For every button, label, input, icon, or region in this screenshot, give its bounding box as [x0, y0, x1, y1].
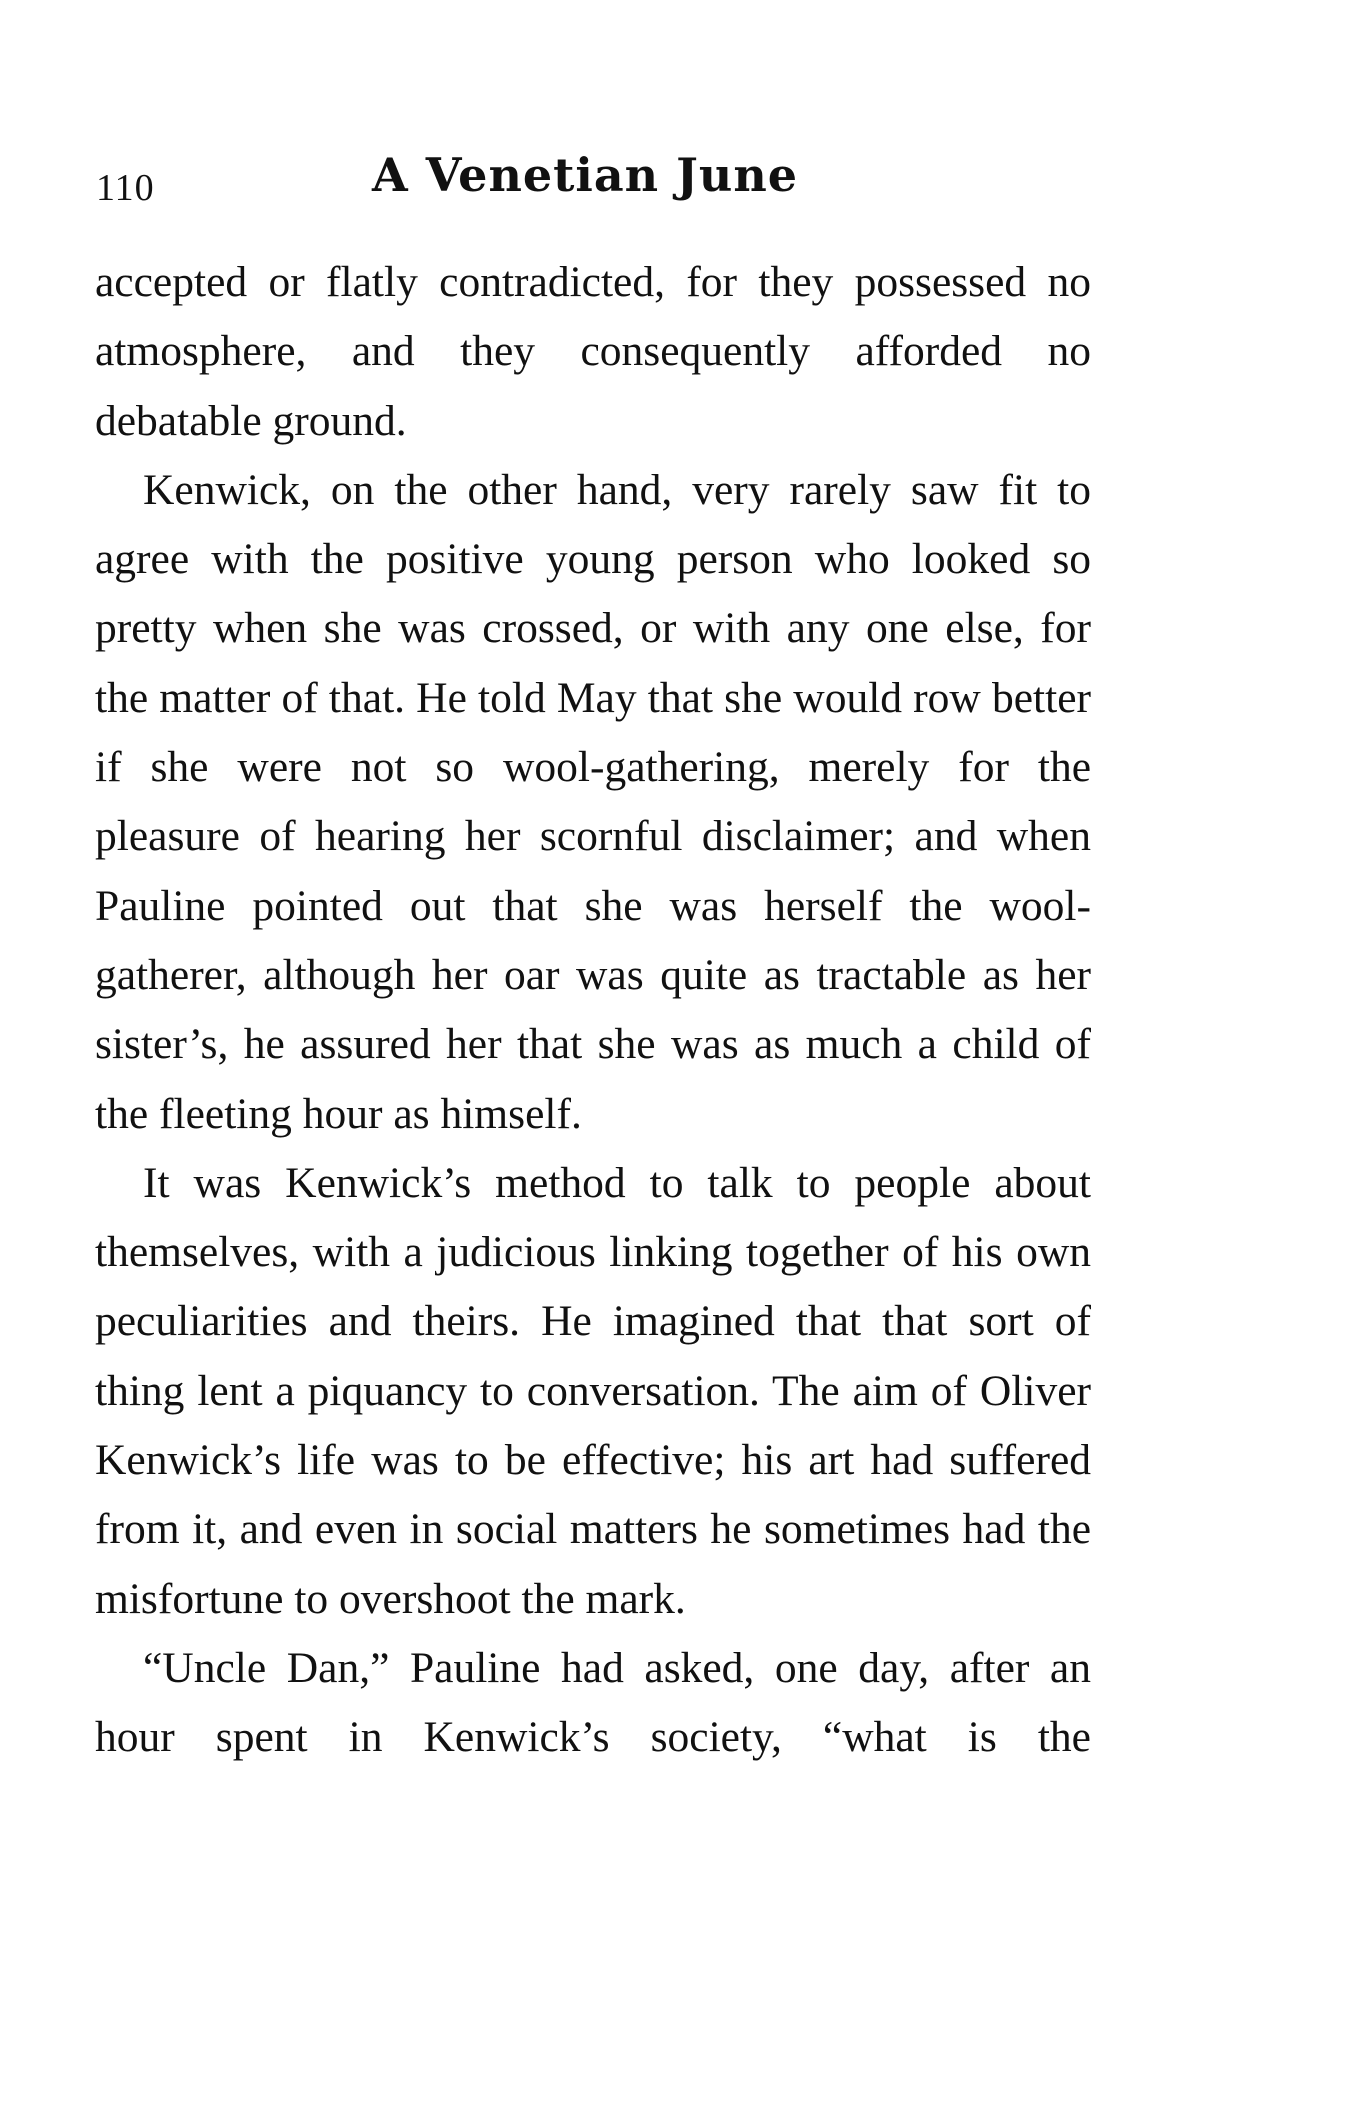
running-title: A Venetian June	[372, 148, 799, 202]
paragraph-4: “Uncle Dan,” Pauline had asked, one day, after an hour spent in Kenwick’s society, “what is the	[95, 1643, 1091, 1762]
body-text	[95, 248, 1091, 1773]
paragraph-3: It was Kenwick’s method to talk to people about themselves, with a judicious linking together of his own peculiarities and theirs. He imagined that that sort of thing lent a piquancy to conversation. The aim of Oliver Kenwick’s life was to be effective; his art had suffered from it, and even in social matters he sometimes had the misfortune to overshoot the mark.	[95, 1158, 1091, 1623]
paragraph-2: Kenwick, on the other hand, very rarely saw fit to agree with the positive young person who looked so pretty when she was crossed, or with any one else, for the matter of that. He told May that she would row better if she were not so wool-gathering, merely for the pleasure of hearing her scornful disclaimer; and when Pauline pointed out that she was herself the wool-gatherer, although her oar was quite as tractable as her sister’s, he assured her that she was as much a child of the fleeting hour as himself.	[95, 465, 1091, 1138]
page-number: 110	[96, 167, 155, 209]
running-head	[96, 148, 1096, 228]
paragraph-1: accepted or flatly contradicted, for they possessed no atmosphere, and they consequently afforded no debatable ground.	[95, 258, 1091, 445]
